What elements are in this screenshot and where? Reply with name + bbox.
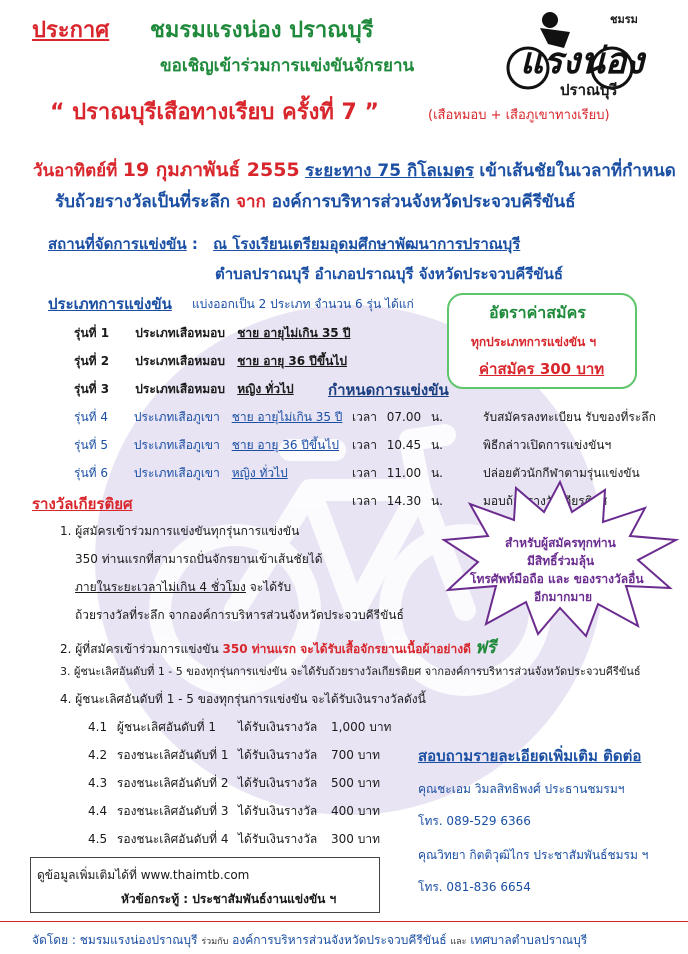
footer-and: และ — [450, 937, 467, 947]
schedule-label: เวลา — [352, 438, 377, 452]
website-info-box — [30, 857, 380, 913]
website-line[interactable]: ดูข้อมูลเพิ่มเติมได้ที่ www.thaimtb.com — [37, 868, 250, 882]
prize-no: 4.4 — [88, 804, 108, 818]
starburst-line-2: มีสิทธิ์ร่วมลุ้น — [527, 554, 595, 568]
prize-get: ได้รับเงินรางวัล — [238, 832, 318, 846]
category-group: หญิง ทั่วไป — [237, 382, 294, 396]
prize-amount: 400 บาท — [331, 804, 381, 818]
schedule-row-3 — [352, 464, 443, 483]
award-4: 4. ผู้ชนะเลิศอันดับที่ 1 - 5 ของทุกรุ่นการแข่งขัน จะได้รับเงินรางวัลดังนี้ — [60, 692, 426, 706]
schedule-label: เวลา — [352, 410, 377, 424]
prize-get: ได้รับเงินรางวัล — [238, 720, 318, 734]
schedule-time: 10.45 — [386, 438, 422, 452]
event-title: “ ปราณบุรีเสือทางเรียบ ครั้งที่ 7 ” — [50, 100, 379, 125]
prize-get-1 — [238, 718, 391, 737]
prize-row-1 — [88, 718, 216, 737]
award-1-time-limit: ภายในระยะเวลาไม่เกิน 4 ชั่วโมง — [75, 580, 246, 594]
schedule-label: เวลา — [352, 466, 377, 480]
category-no: รุ่นที่ 5 — [74, 438, 109, 452]
award-1-line-1: 1. ผู้สมัครเข้าร่วมการแข่งขันทุกรุ่นการแข่งขัน — [60, 524, 300, 538]
starburst-line-3: โทรศัพท์มือถือ และ ของรางวัลอื่น — [470, 572, 644, 586]
category-row-6 — [74, 464, 288, 483]
schedule-time: 14.30 — [386, 494, 422, 508]
schedule-unit: น. — [430, 466, 443, 480]
prize-get: ได้รับเงินรางวัล — [238, 776, 318, 790]
starburst-line-4: อีกมากมาย — [534, 590, 593, 604]
prize-rank: รองชนะเลิศอันดับที่ 1 — [116, 748, 229, 762]
footer-divider — [0, 921, 688, 922]
category-type: ประเภทเสือภูเขา — [133, 438, 220, 452]
category-row-5 — [74, 436, 339, 455]
category-group: ชาย อายุ 36 ปีขึ้นไป — [231, 438, 339, 452]
prize-get-4 — [238, 802, 380, 821]
prize-rank: รองชนะเลิศอันดับที่ 4 — [116, 832, 229, 846]
inquiry-phone-2[interactable]: โทร. 081-836 6654 — [418, 880, 531, 894]
prize-rank: ผู้ชนะเลิศอันดับที่ 1 — [116, 720, 216, 734]
award-2-free: ฟรี — [474, 638, 496, 658]
award-1-line-2: 350 ท่านแรกที่สามารถปั่นจักรยานเข้าเส้นชัยได้ — [75, 552, 323, 566]
category-no: รุ่นที่ 6 — [74, 466, 109, 480]
fee-amount: ค่าสมัคร 300 บาท — [479, 360, 605, 378]
prize-no: 4.1 — [88, 720, 108, 734]
footer-by: จัดโดย : ชมรมแรงน่องปราณบุรี — [32, 933, 198, 947]
footer-org: องค์การบริหารส่วนจังหวัดประจวบคีรีขันธ์ — [232, 933, 447, 947]
category-type: ประเภทเสือหมอบ — [135, 382, 225, 396]
fee-all: ทุกประเภทการแข่งขัน ฯ — [471, 335, 597, 349]
starburst-line-1: สำหรับผู้สมัครทุกท่าน — [505, 536, 616, 550]
category-type: ประเภทเสือภูเขา — [133, 410, 220, 424]
logo-main-text: แรงน่อง — [520, 41, 644, 82]
category-group: ชาย อายุไม่เกิน 35 ปี — [231, 410, 343, 424]
inquiry-person-2: คุณวิทยา กิตติวุฒิไกร ประชาสัมพันธ์ชมรม ฯ — [418, 848, 649, 862]
schedule-activity-4: มอบถ้วยรางวัลเกียรติยศ — [483, 494, 608, 508]
schedule-label: เวลา — [352, 494, 377, 508]
category-type: ประเภทเสือหมอบ — [135, 354, 225, 368]
award-1-receive: จะได้รับ — [245, 580, 292, 594]
prize-amount: 500 บาท — [331, 776, 381, 790]
award-2-highlight: 350 ท่านแรก จะได้รับเสื้อจักรยานเนื้อผ้าอย่างดี — [222, 642, 471, 656]
schedule-title: กำหนดการแข่งขัน — [328, 381, 449, 399]
date-prefix: วันอาทิตย์ที่ — [33, 161, 118, 181]
inquiry-title: สอบถามรายละเอียดเพิ่มเติม ติดต่อ — [418, 747, 642, 765]
awards-title: รางวัลเกียรติยศ — [32, 495, 133, 513]
venue-colon: : — [191, 235, 198, 253]
category-type: ประเภทเสือหมอบ — [135, 326, 225, 340]
prize-row-5 — [88, 830, 228, 849]
event-distance: ระยะทาง 75 กิโลเมตร — [305, 161, 474, 181]
date-rest: เข้าเส้นชัยในเวลาที่กำหนด — [479, 161, 676, 181]
category-row-1 — [74, 324, 350, 343]
venue-label: สถานที่จัดการแข่งขัน — [48, 235, 187, 253]
category-no: รุ่นที่ 3 — [74, 382, 110, 396]
inquiry-phone-1[interactable]: โทร. 089-529 6366 — [418, 814, 531, 828]
category-type: ประเภทเสือภูเขา — [133, 466, 220, 480]
schedule-row-1 — [352, 408, 443, 427]
footer-line — [32, 931, 587, 950]
schedule-activity-2: พิธีกล่าวเปิดการแข่งขันฯ — [483, 438, 612, 452]
announce-heading: ประกาศ — [32, 18, 110, 43]
trophy-prefix: รับถ้วยรางวัลเป็นที่ระลึก — [55, 192, 231, 212]
category-group: ชาย อายุไม่เกิน 35 ปี — [237, 326, 351, 340]
category-no: รุ่นที่ 4 — [74, 410, 109, 424]
inquiry-person-1: คุณชะเอม วิมลสิทธิพงศ์ ประธานชมรมฯ — [418, 782, 625, 796]
category-row-3 — [74, 380, 294, 399]
category-group: หญิง ทั่วไป — [231, 466, 288, 480]
prize-amount: 300 บาท — [331, 832, 381, 846]
logo-bottom-text: ปราณบุรี — [560, 81, 618, 99]
prize-no: 4.2 — [88, 748, 108, 762]
prize-rank: รองชนะเลิศอันดับที่ 2 — [116, 776, 229, 790]
prize-row-3 — [88, 774, 228, 793]
category-group: ชาย อายุ 36 ปีขึ้นไป — [237, 354, 347, 368]
trophy-org: องค์การบริหารส่วนจังหวัดประจวบคีรีขันธ์ — [271, 192, 576, 212]
prize-get: ได้รับเงินรางวัล — [238, 748, 318, 762]
venue-address: ตำบลปราณบุรี อำเภอปราณบุรี จังหวัดประจวบคีรีขันธ์ — [215, 265, 564, 283]
forum-topic-line: หัวข้อกระทู้ : ประชาสัมพันธ์งานแข่งขัน ฯ — [121, 892, 337, 906]
schedule-unit: น. — [430, 410, 443, 424]
schedule-activity-3: ปล่อยตัวนักกีฬาตามรุ่นแข่งขัน — [483, 466, 640, 480]
schedule-row-4 — [352, 492, 443, 511]
prize-get: ได้รับเงินรางวัล — [238, 804, 318, 818]
event-subtitle: (เสือหมอบ + เสือภูเขาทางเรียบ) — [428, 108, 610, 123]
venue-name: ณ โรงเรียนเตรียมอุดมศึกษาพัฒนาการปราณบุรี — [213, 235, 521, 253]
award-1-line-3 — [75, 578, 291, 597]
club-name: ชมรมแรงน่อง ปราณบุรี — [150, 18, 374, 43]
category-row-4 — [74, 408, 342, 427]
prize-amount: 1,000 บาท — [331, 720, 392, 734]
schedule-time: 07.00 — [386, 410, 422, 424]
categories-desc: แบ่งออกเป็น 2 ประเภท จำนวน 6 รุ่น ได้แก่ — [192, 297, 414, 311]
fee-title: อัตราค่าสมัคร — [489, 303, 586, 322]
schedule-activity-1: รับสมัครลงทะเบียน รับของที่ระลึก — [483, 410, 656, 424]
club-logo — [500, 8, 670, 98]
categories-label: ประเภทการแข่งขัน — [48, 295, 172, 313]
prize-get-5 — [238, 830, 380, 849]
schedule-unit: น. — [430, 438, 443, 452]
event-date: 19 กุมภาพันธ์ 2555 — [122, 159, 300, 181]
schedule-time: 11.00 — [386, 466, 422, 480]
footer-muni: เทศบาลตำบลปราณบุรี — [470, 933, 588, 947]
award-2 — [60, 634, 496, 661]
trophy-line — [55, 188, 575, 215]
prize-get-2 — [238, 746, 380, 765]
award-2-pre: 2. ผู้ที่สมัครเข้าร่วมการแข่งขัน — [60, 642, 219, 656]
category-no: รุ่นที่ 2 — [74, 354, 110, 368]
prize-no: 4.3 — [88, 776, 108, 790]
prize-no: 4.5 — [88, 832, 108, 846]
award-1-line-4: ถ้วยรางวัลที่ระลึก จากองค์การบริหารส่วนจังหวัดประจวบคีรีขันธ์ — [75, 608, 404, 622]
category-row-2 — [74, 352, 347, 371]
prize-get-3 — [238, 774, 380, 793]
schedule-row-2 — [352, 436, 443, 455]
fee-box — [447, 293, 637, 389]
logo-top-text: ชมรม — [610, 13, 638, 26]
venue-line — [48, 232, 520, 256]
date-line — [33, 155, 676, 185]
award-3: 3. ผู้ชนะเลิศอันดับที่ 1 - 5 ของทุกรุ่นการแข่งขัน จะได้รับถ้วยรางวัลเกียรติยศ จากองค์การบริหารส่วนจังหวัดประจวบคีรีขันธ์ — [60, 665, 641, 678]
category-no: รุ่นที่ 1 — [74, 326, 110, 340]
invite-text: ขอเชิญเข้าร่วมการแข่งขันจักรยาน — [160, 56, 415, 76]
footer-with: ร่วมกับ — [201, 937, 229, 947]
prize-row-2 — [88, 746, 228, 765]
prize-row-4 — [88, 802, 228, 821]
prize-rank: รองชนะเลิศอันดับที่ 3 — [116, 804, 229, 818]
trophy-from: จาก — [236, 192, 266, 212]
prize-amount: 700 บาท — [331, 748, 381, 762]
schedule-unit: น. — [430, 494, 443, 508]
